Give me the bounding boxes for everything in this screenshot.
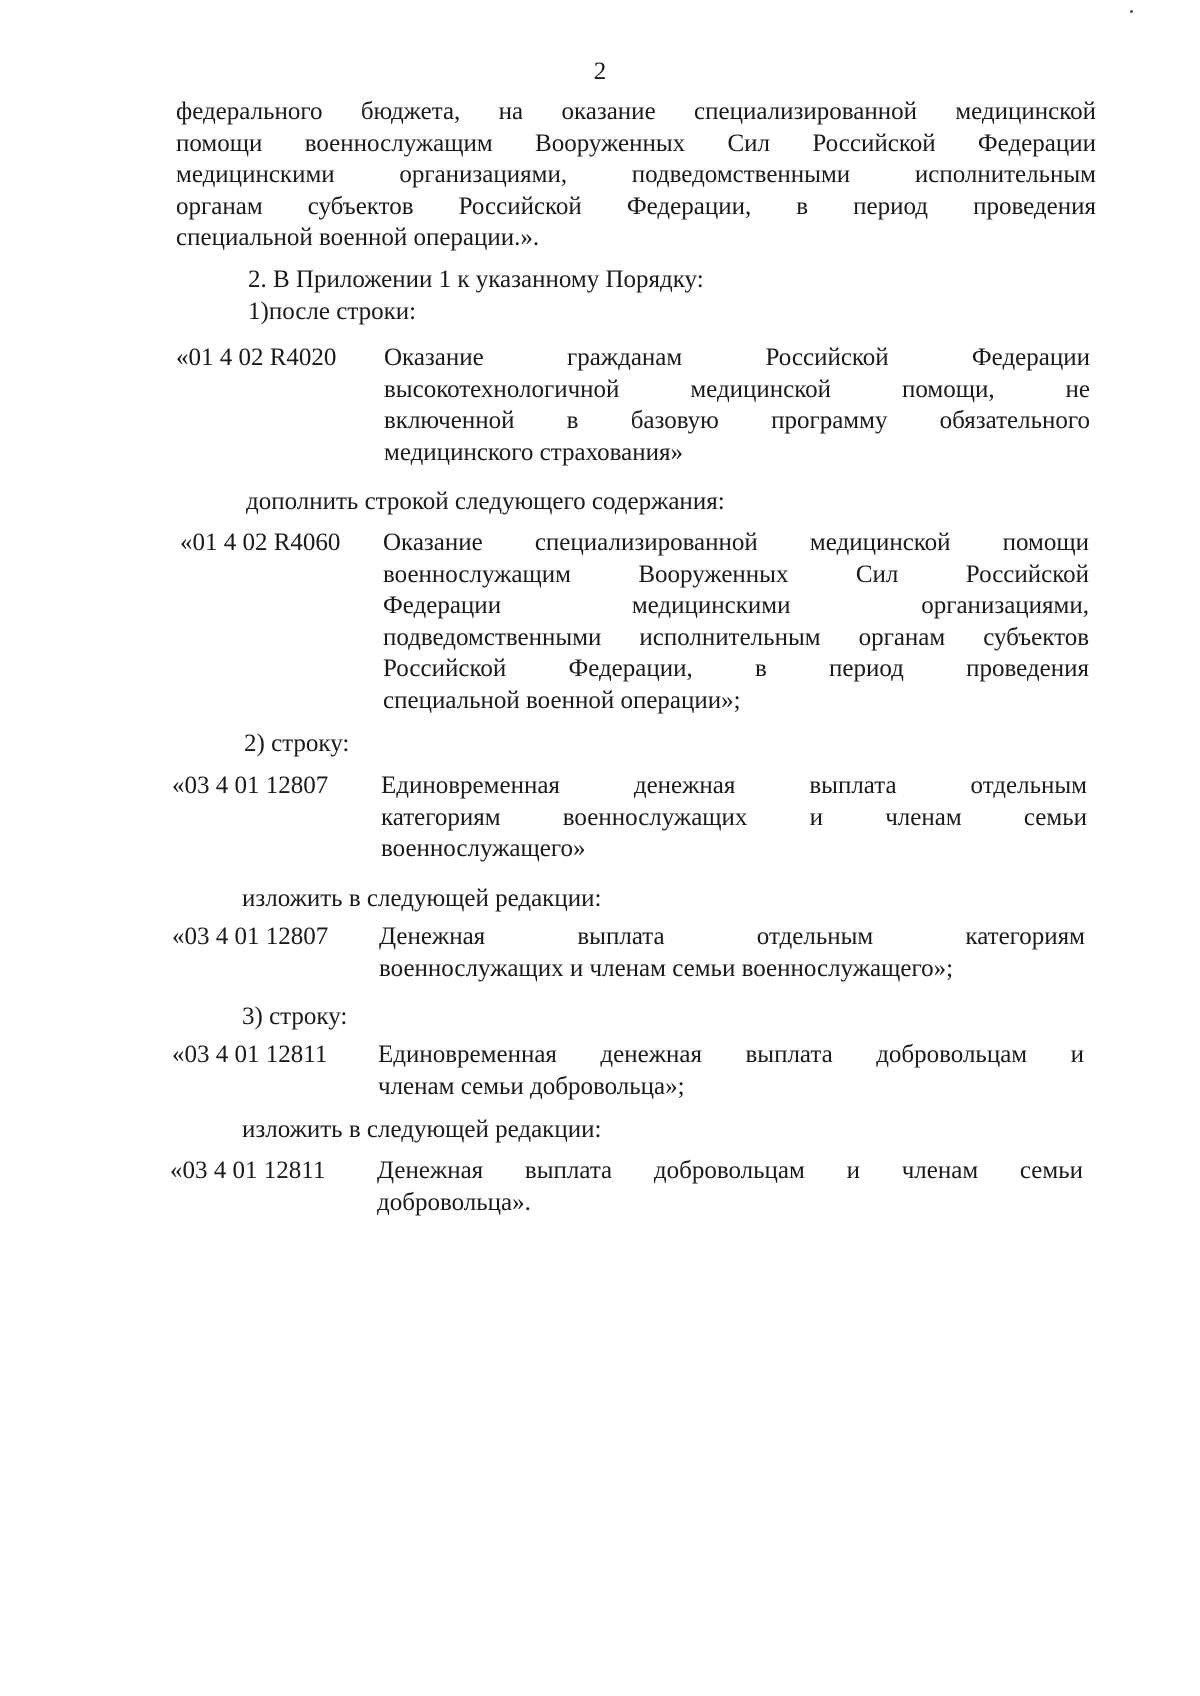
sub-2-heading: 2) строку: xyxy=(244,730,350,757)
entry-4-description xyxy=(379,921,1085,984)
entry-3-description xyxy=(381,770,1087,865)
entry-3-line: категориям военнослужащих и членам семьи xyxy=(381,803,1087,831)
intro-paragraph xyxy=(176,96,1096,254)
instruction-2: изложить в следующей редакции: xyxy=(242,885,602,912)
intro-line: специальной военной операции.». xyxy=(176,224,540,251)
entry-3-line: Единовременная денежная выплата отдельным xyxy=(381,772,1087,799)
intro-line: федерального бюджета, на оказание специализированной медицинской xyxy=(176,98,1096,125)
intro-line: органам субъектов Российской Федерации, в период проведения xyxy=(176,192,1096,220)
entry-2-code: «01 4 02 R4060 xyxy=(180,529,341,556)
entry-4-line: военнослужащих и членам семьи военнослужащего»; xyxy=(379,954,954,982)
entry-5-line: членам семьи добровольца»; xyxy=(378,1072,685,1100)
intro-line: медицинскими организациями, подведомственными исполнительным xyxy=(176,161,1096,188)
entry-2-line: Федерации медицинскими организациями, xyxy=(383,592,1089,619)
entry-6-line: Денежная выплата добровольцам и членам семьи xyxy=(377,1157,1083,1184)
sub-3-heading: 3) строку: xyxy=(242,1003,348,1030)
item-2-heading: 2. В Приложении 1 к указанному Порядку: xyxy=(248,266,704,293)
entry-4-line: Денежная выплата отдельным категориям xyxy=(379,923,1085,950)
entry-1-code: «01 4 02 R4020 xyxy=(176,344,337,371)
entry-5-description xyxy=(378,1039,1084,1102)
sub-1-heading: 1)после строки: xyxy=(248,298,417,325)
entry-5-code: «03 4 01 12811 xyxy=(172,1041,328,1068)
instruction-3: изложить в следующей редакции: xyxy=(242,1116,602,1143)
instruction-1: дополнить строкой следующего содержания: xyxy=(246,488,725,515)
entry-2-line: подведомственными исполнительным органам субъектов xyxy=(383,623,1089,651)
entry-2-line: Российской Федерации, в период проведения xyxy=(383,655,1089,682)
entry-3-code: «03 4 01 12807 xyxy=(172,772,329,799)
entry-1-description xyxy=(384,342,1090,468)
entry-1-line: высокотехнологичной медицинской помощи, не xyxy=(384,375,1090,403)
entry-2-line: специальной военной операции»; xyxy=(383,686,741,714)
entry-6-code: «03 4 01 12811 xyxy=(170,1157,326,1184)
entry-2-description xyxy=(383,527,1089,716)
entry-1-line: Оказание гражданам Российской Федерации xyxy=(384,344,1090,371)
entry-5-line: Единовременная денежная выплата добровольцам и xyxy=(378,1041,1084,1068)
entry-6-description xyxy=(377,1155,1083,1218)
intro-line: помощи военнослужащим Вооруженных Сил Российской Федерации xyxy=(176,129,1096,157)
page-number: 2 xyxy=(593,58,607,85)
entry-2-line: военнослужащим Вооруженных Сил Российской xyxy=(383,560,1089,588)
entry-6-line: добровольца». xyxy=(377,1188,531,1216)
entry-4-code: «03 4 01 12807 xyxy=(172,923,329,950)
entry-1-line: включенной в базовую программу обязательного xyxy=(384,407,1090,434)
scan-speck xyxy=(1130,10,1133,13)
entry-3-line: военнослужащего» xyxy=(381,835,586,862)
entry-2-line: Оказание специализированной медицинской помощи xyxy=(383,529,1089,556)
entry-1-line: медицинского страхования» xyxy=(384,438,683,466)
